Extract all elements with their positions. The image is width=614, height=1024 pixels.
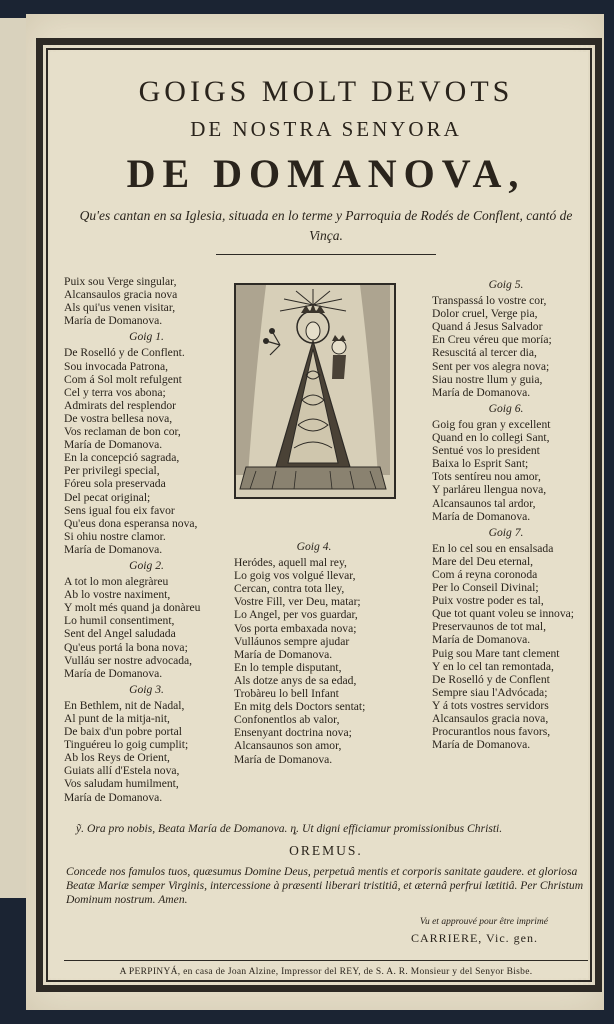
verse-line: Qu'eus portá la bona nova;: [64, 640, 188, 654]
verse-line: De Roselló y de Conflent: [432, 672, 550, 686]
verse-line: Lo goig vos volgué llevar,: [234, 569, 356, 583]
title-line-2: DE NOSTRA SENYORA: [190, 117, 462, 141]
verse-line: Fóreu sola preservada: [64, 477, 166, 491]
verse-line: Sempre siau l'Advócada;: [432, 685, 548, 699]
verse-line: Alcansaunos tal ardor,: [432, 496, 536, 510]
verse-line: Admirats del resplendor: [64, 398, 177, 412]
title-line-1: GOIGS MOLT DEVOTS: [138, 75, 514, 108]
stanza: [426, 542, 586, 752]
verse-line: Sou invocada Patrona,: [64, 359, 168, 373]
verse-line: En Creu véreu que moría;: [432, 333, 552, 347]
verse-line: María de Domanova.: [432, 738, 531, 752]
verse-line: María de Domanova.: [64, 790, 163, 804]
verse-line: En lo cel sou en ensalsada: [432, 541, 554, 555]
verse-line: Transpassá lo vostre cor,: [432, 294, 547, 308]
goig-heading: Goig 7.: [488, 525, 524, 539]
verse-line: Mare del Deu eternal,: [432, 554, 534, 568]
verse-line: Per privilegi special,: [64, 464, 160, 478]
verse-line: Vulláunos sempre ajudar: [234, 634, 350, 648]
verse-line: Cercan, contra tota lley,: [234, 582, 345, 596]
verse-line: Vos reclaman de bon cor,: [64, 425, 181, 439]
verse-line: Tots sentíreu nou amor,: [432, 470, 541, 484]
verse-line: Vulláu ser nostre advocada,: [64, 653, 193, 667]
prayer-text: Concede nos famulos tuos, quæsumus Domine Deus, perpetuâ mentis et corporis sanitate gaudere. et gloriosa Beatæ Mariæ semper Virginis, intercessione à præsenti liberari tristitiâ, et æternâ perfrui lætitiâ. Per Christum Dominum nostrum. Amen.: [66, 865, 584, 906]
verse-line: Ensenyant doctrina nova;: [234, 726, 352, 740]
verse-line: En Bethlem, nit de Nadal,: [64, 698, 185, 712]
verse-line: De vostra bellesa nova,: [64, 411, 173, 425]
verse-line: Baixa lo Esprit Sant;: [432, 457, 529, 471]
verse-line: Als dotze anys de sa edad,: [234, 673, 357, 687]
verse-line: María de Domanova.: [234, 647, 333, 661]
verse-line: Lo humil consentiment,: [64, 614, 175, 628]
verse-line: Procurantlos nous favors,: [432, 725, 551, 739]
verse-columns: [64, 275, 588, 815]
verse-line: Cel y terra vos abona;: [64, 385, 166, 399]
verse-line: A tot lo mon alegràreu: [64, 575, 169, 589]
verse-line: Y molt més quand ja donàreu: [64, 601, 201, 615]
verse-line: Trobàreu lo bell Infant: [234, 687, 339, 701]
goig-heading: Goig 5.: [488, 278, 524, 291]
stanza: [426, 294, 586, 399]
document-content: [64, 66, 588, 977]
verse-line: Alcansaulos gracia nova: [64, 288, 178, 302]
verse-line: En la concepció sagrada,: [64, 451, 180, 465]
verse-line: Dolor cruel, Verge pia,: [432, 307, 538, 321]
verse-line: Resuscitá al tercer dia,: [432, 346, 537, 360]
verse-line: Alcansaunos son amor,: [234, 739, 342, 753]
verse-line: Quand á Jesus Salvador: [432, 320, 543, 334]
column-left: [64, 275, 229, 804]
verse-line: María de Domanova.: [234, 752, 333, 766]
verse-line: María de Domanova.: [64, 542, 163, 556]
verse-line: Y á tots vostres servidors: [432, 698, 549, 712]
verse-line: Sent per vos alegra nova;: [432, 359, 550, 373]
decorative-border: [36, 38, 602, 992]
verse-line: María de Domanova.: [64, 438, 163, 452]
verse-line: Com á Sol molt refulgent: [64, 372, 182, 386]
goig-heading: Goig 1.: [129, 330, 164, 344]
verse-line: Y en lo cel tan remontada,: [432, 659, 554, 673]
verse-line: Goig fou gran y excellent: [432, 417, 551, 431]
column-middle: [234, 537, 394, 766]
column-right: [426, 275, 586, 751]
verse-line: Qu'eus dona esperansa nova,: [64, 516, 198, 530]
verse-line: María de Domanova.: [64, 314, 163, 328]
goig-heading: Goig 3.: [129, 682, 164, 696]
verse-line: Preservaunos de tot mal,: [432, 620, 546, 634]
verse-line: Que tot quant voleu se innova;: [432, 607, 574, 621]
verse-line: Confonentlos ab valor,: [234, 713, 340, 727]
subtitle: Qu'es cantan en sa Iglesia, situada en lo terme y Parroquia de Rodés de Conflent, cantó de Vinça.: [79, 208, 573, 243]
verse-line: Guiats allí d'Estela nova,: [64, 764, 180, 778]
verse-line: Al punt de la mitja-nit,: [64, 712, 170, 725]
stanza: [64, 575, 229, 680]
goig-heading: Goig 6.: [488, 401, 524, 415]
goig-heading: Goig 2.: [129, 558, 164, 572]
verse-line: María de Domanova.: [432, 509, 531, 523]
verse-line: Vos saludam humilment,: [64, 777, 179, 791]
verse-line: Sentué vos lo president: [432, 444, 540, 458]
title-line-3: DE DOMANOVA,: [126, 151, 526, 196]
verse-line: Lo Angel, per vos guardar,: [234, 608, 358, 622]
verse-line: En lo temple disputant,: [234, 660, 342, 674]
approval-signature: CARRIERE, Vic. gen.: [410, 931, 538, 945]
verse-line: Del pecat original;: [64, 490, 151, 504]
madonna-icon: [236, 285, 390, 493]
verse-line: Ab lo vostre naximent,: [64, 588, 171, 602]
printer-imprint: A PERPINYÁ, en casa de Joan Alzine, Impressor del REY, de S. A. R. Monsieur y del Senyor Bisbe.: [119, 967, 533, 977]
stanza: [64, 699, 229, 804]
verse-line: Als qui'us venen visitar,: [64, 301, 176, 315]
oremus-heading: OREMUS.: [289, 843, 363, 858]
verse-line: Vostre Fill, ver Deu, matar;: [234, 595, 361, 609]
broadside-sheet: [26, 14, 604, 1010]
verse-line: Si ohiu nostre clamor.: [64, 529, 166, 543]
verse-line: Quand en lo collegi Sant,: [432, 431, 550, 445]
versicle-response: ỹ. Ora pro nobis, Beata María de Domanova. ȵ. Ut digni efficiamur promissionibus Christi.: [76, 822, 503, 835]
verse-line: En mitg dels Doctors sentat;: [234, 700, 366, 714]
verse-line: Y parláreu llengua nova,: [432, 483, 547, 497]
verse-line: Per lo Conseil Divinal;: [432, 581, 539, 595]
adjacent-page-edge: [0, 18, 27, 898]
verse-line: Puix sou Verge singular,: [64, 275, 177, 288]
verse-line: Com á reyna coronoda: [432, 567, 538, 581]
verse-line: María de Domanova.: [432, 633, 531, 647]
verse-line: Ab los Reys de Orient,: [64, 751, 170, 765]
verse-line: Tinguéreu lo goig cumplit;: [64, 738, 189, 752]
verse-line: Puix vostre poder es tal,: [432, 594, 544, 608]
approval-note: Vu et approuvé pour être imprimé: [419, 917, 548, 927]
stanza: [234, 556, 394, 766]
verse-line: Vos porta embaxada nova;: [234, 621, 357, 635]
title-rule: [216, 254, 436, 255]
stanza: [426, 418, 586, 523]
verse-line: Alcansaulos gracia nova,: [432, 712, 549, 725]
stanza: [64, 346, 229, 556]
verse-line: Sent del Angel saludada: [64, 627, 176, 641]
goig-heading: Goig 4.: [296, 540, 332, 553]
verse-line: Heródes, aquell mal rey,: [234, 556, 347, 570]
verse-line: María de Domanova.: [432, 385, 531, 399]
verse-line: De Roselló y de Conflent.: [64, 346, 185, 360]
virgin-and-child-engraving: [234, 283, 396, 499]
intro-stanza: [64, 275, 229, 327]
verse-line: Siau nostre llum y guia,: [432, 372, 543, 386]
imprint-rule: [64, 960, 588, 961]
verse-line: De baix d'un pobre portal: [64, 725, 182, 739]
verse-line: Puig sou Mare tant clement: [432, 646, 560, 660]
verse-line: María de Domanova.: [64, 666, 163, 680]
verse-line: Sens igual fou eix favor: [64, 503, 175, 517]
